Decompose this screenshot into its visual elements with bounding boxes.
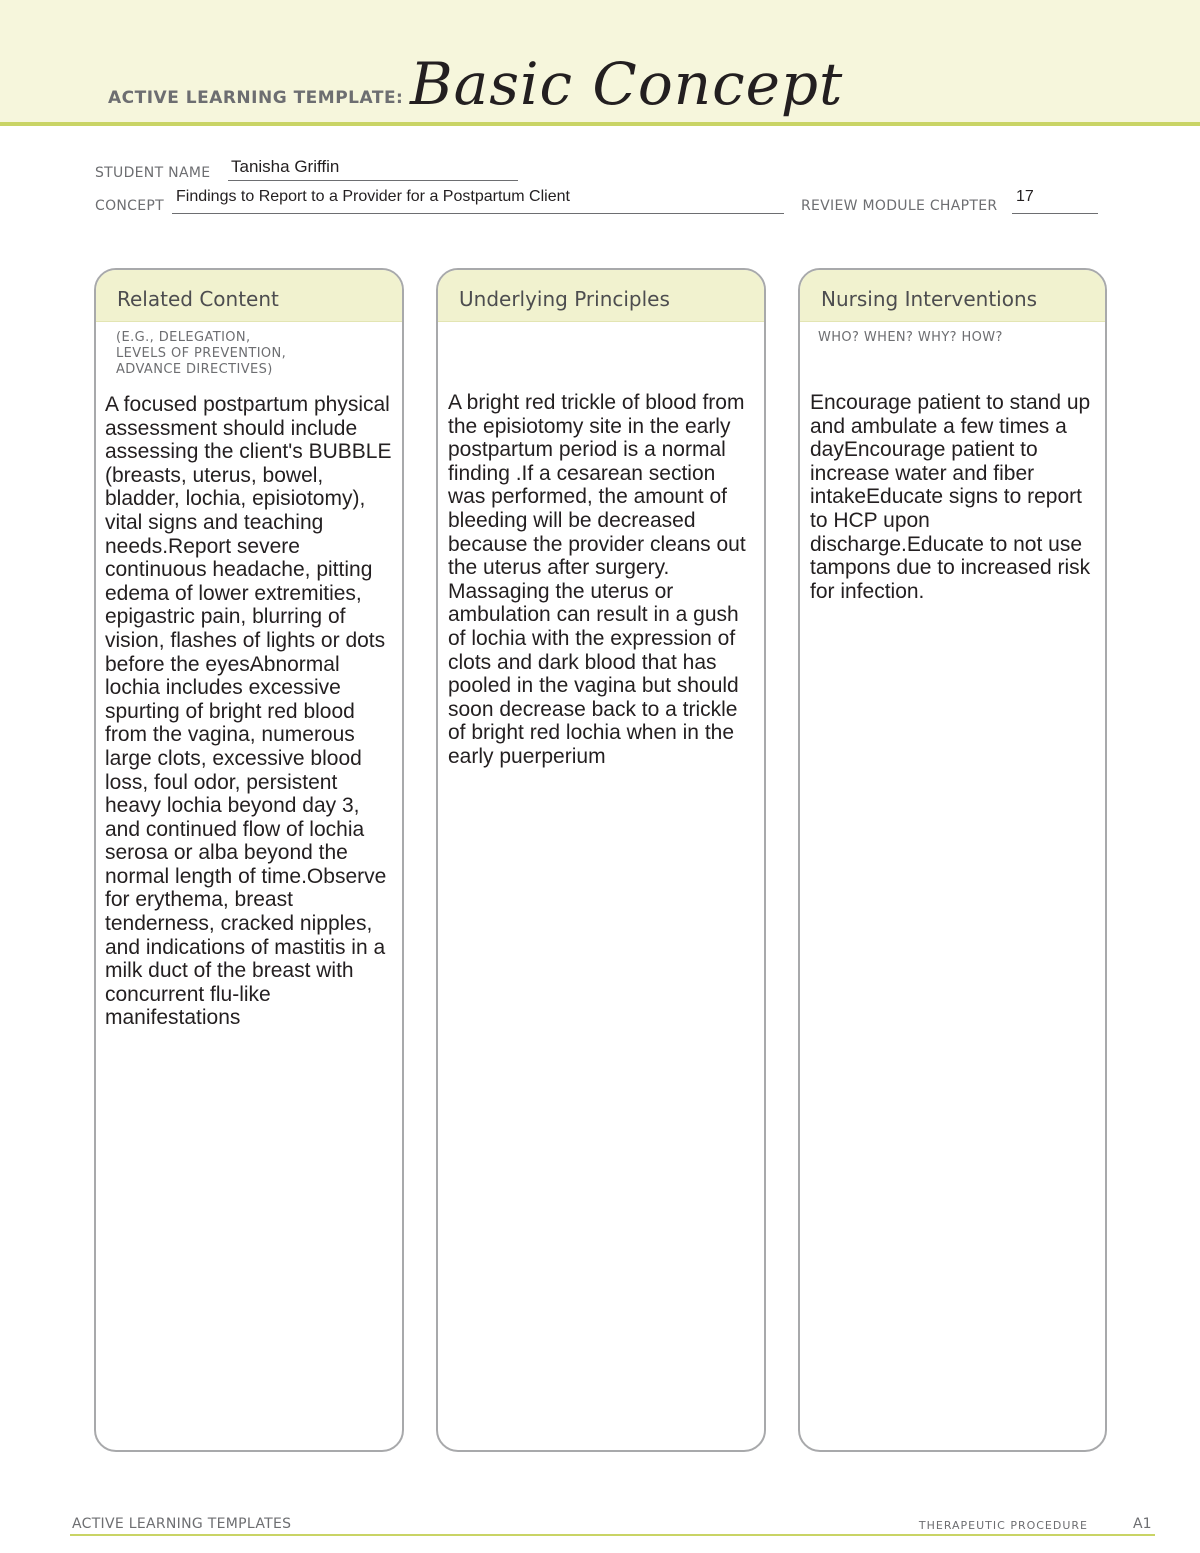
underlying-principles-panel bbox=[436, 268, 766, 1452]
nursing-interventions-text[interactable]: Encourage patient to stand up and ambulate a few times a dayEncourage patient to increase water and fiber intakeEducate signs to report to HCP upon discharge.Educate to not use tampons due to increased risk for infection. bbox=[810, 391, 1091, 603]
nursing-interventions-title: Nursing Interventions bbox=[800, 270, 1105, 322]
template-label: ACTIVE LEARNING TEMPLATE: bbox=[108, 88, 404, 108]
student-name-line bbox=[228, 180, 518, 181]
related-content-panel bbox=[94, 268, 404, 1452]
related-content-subtitle-line: ADVANCE DIRECTIVES) bbox=[116, 362, 273, 377]
nursing-interventions-subtitle: WHO? WHEN? WHY? HOW? bbox=[818, 330, 1003, 345]
underlying-principles-title: Underlying Principles bbox=[438, 270, 764, 322]
review-module-line bbox=[1012, 213, 1098, 214]
underlying-principles-text[interactable]: A bright red trickle of blood from the episiotomy site in the early postpartum period is a normal finding .If a cesarean section was performed, the amount of bleeding will be decreased because the provider cleans out the uterus after surgery. Massaging the uterus or ambulation can result in a gush of lochia with the expression of clots and dark blood that has pooled in the vagina but should soon decrease back to a trickle of bright red lochia when in the early puerperium bbox=[448, 391, 746, 768]
related-content-subtitle-line: LEVELS OF PREVENTION, bbox=[116, 346, 287, 361]
concept-label: CONCEPT bbox=[95, 198, 164, 214]
related-content-title: Related Content bbox=[96, 270, 402, 322]
related-content-text[interactable]: A focused postpartum physical assessment should include assessing the client's BUBBLE (breasts, uterus, bowel, bladder, lochia, episiotomy), vital signs and teaching needs.Report severe continuous headache, pitting edema of lower extremities, epigastric pain, blurring of vision, flashes of lights or dots before the eyesAbnormal lochia includes excessive spurting of bright red blood from the vagina, numerous large clots, excessive blood loss, foul odor, persistent heavy lochia beyond day 3, and continued flow of lochia serosa or alba beyond the normal length of time.Observe for erythema, breast tenderness, cracked nipples, and indications of mastitis in a milk duct of the breast with concurrent flu-like manifestations bbox=[105, 393, 392, 1030]
student-name-label: STUDENT NAME bbox=[95, 165, 211, 181]
related-content-subtitle bbox=[116, 330, 286, 378]
footer-procedure-label: THERAPEUTIC PROCEDURE bbox=[918, 1519, 1088, 1532]
student-name-field[interactable]: Tanisha Griffin bbox=[231, 157, 340, 176]
concept-field[interactable]: Findings to Report to a Provider for a Postpartum Client bbox=[176, 188, 570, 205]
footer-templates-label: ACTIVE LEARNING TEMPLATES bbox=[72, 1516, 292, 1532]
header-rule bbox=[0, 122, 1200, 126]
nursing-interventions-panel bbox=[798, 268, 1107, 1452]
footer-page-number: A1 bbox=[1133, 1516, 1152, 1532]
footer-rule bbox=[70, 1534, 1155, 1536]
review-module-label: REVIEW MODULE CHAPTER bbox=[801, 198, 998, 214]
template-title: Basic Concept bbox=[410, 50, 844, 118]
related-content-subtitle-line: (E.G., DELEGATION, bbox=[116, 330, 251, 345]
concept-line bbox=[172, 213, 784, 214]
review-module-field[interactable]: 17 bbox=[1016, 188, 1034, 205]
